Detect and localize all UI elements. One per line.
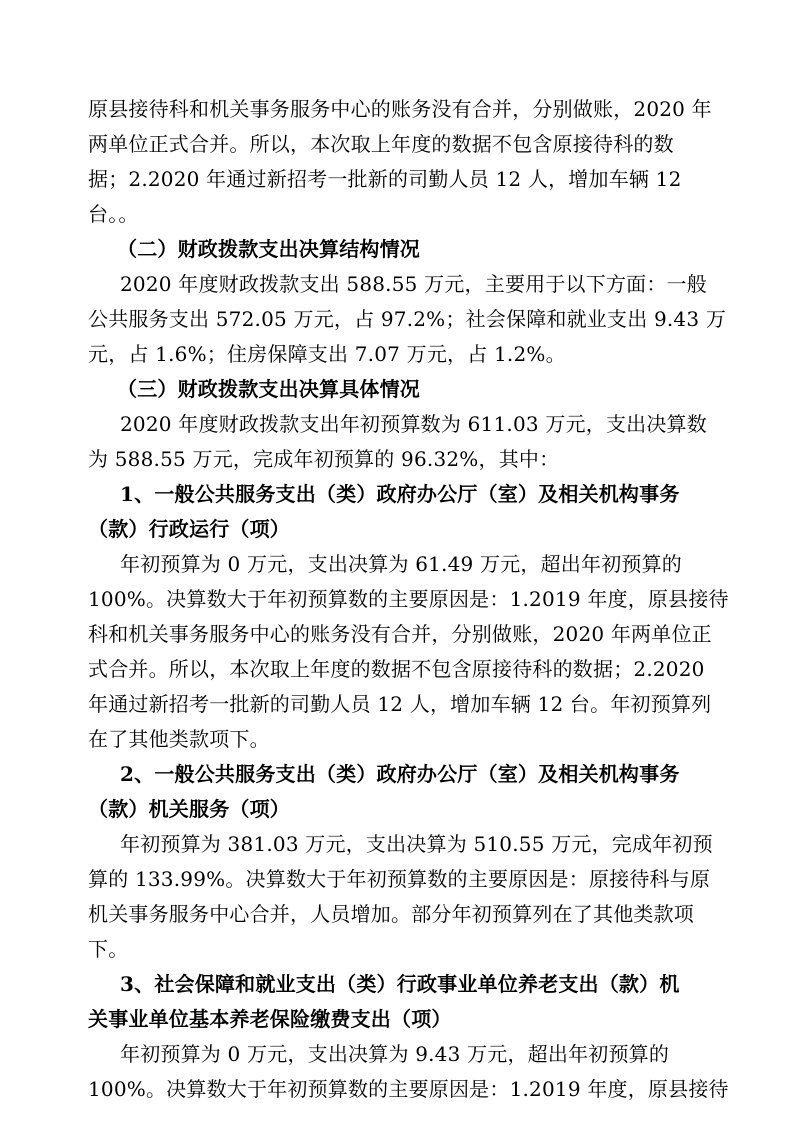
item-heading-3-line-2: 关事业单位基本养老保险缴费支出（项） [88,1007,452,1031]
text-line-16: 科和机关事务服务中心的账务没有合并，分别做账，2020 年两单位正 [88,622,712,646]
item-heading-1-line-1: 1、一般公共服务支出（类）政府办公厅（室）及相关机构事务 [120,482,680,506]
text-line-10: 2020 年度财政拨款支出年初预算数为 611.03 万元，支出决算数 [120,412,707,436]
text-line-6: 2020 年度财政拨款支出 588.55 万元，主要用于以下方面：一般 [120,272,707,296]
item-heading-2-line-2: （款）机关服务（项） [88,797,290,821]
text-line-18: 年通过新招考一批新的司勤人员 12 人，增加车辆 12 台。年初预算列 [88,692,712,716]
section-heading-2: （二）财政拨款支出决算结构情况 [117,237,420,261]
text-line-19: 在了其他类款项下。 [88,727,270,751]
text-line-17: 式合并。所以，本次取上年度的数据不包含原接待科的数据；2.2020 [88,657,705,681]
text-line-7: 公共服务支出 572.05 万元，占 97.2%；社会保障和就业支出 9.43 万 [88,307,727,331]
text-line-8: 元，占 1.6%；住房保障支出 7.07 万元，占 1.2%。 [88,342,566,366]
text-line-2: 两单位正式合并。所以，本次取上年度的数据不包含原接待科的数 [88,132,674,156]
item-heading-1-line-2: （款）行政运行（项） [88,517,290,541]
text-line-15: 100%。决算数大于年初预算数的主要原因是：1.2019 年度，原县接待 [88,587,729,611]
text-line-11: 为 588.55 万元，完成年初预算的 96.32%，其中： [88,447,560,471]
item-heading-2-line-1: 2、一般公共服务支出（类）政府办公厅（室）及相关机构事务 [120,762,680,786]
text-line-29: 100%。决算数大于年初预算数的主要原因是：1.2019 年度，原县接待 [88,1077,729,1101]
text-line-24: 机关事务服务中心合并，人员增加。部分年初预算列在了其他类款项 [88,902,694,926]
text-line-14: 年初预算为 0 万元，支出决算为 61.49 万元，超出年初预算的 [120,552,683,576]
text-line-22: 年初预算为 381.03 万元，支出决算为 510.55 万元，完成年初预 [120,832,713,856]
text-line-3: 据；2.2020 年通过新招考一批新的司勤人员 12 人，增加车辆 12 [88,167,682,191]
text-line-4: 台。。 [88,202,139,226]
item-heading-3-line-1: 3、社会保障和就业支出（类）行政事业单位养老支出（款）机 [120,972,680,996]
text-line-23: 算的 133.99%。决算数大于年初预算数的主要原因是：原接待科与原 [88,867,711,891]
section-heading-3: （三）财政拨款支出决算具体情况 [117,377,420,401]
text-line-25: 下。 [88,937,129,961]
text-line-1: 原县接待科和机关事务服务中心的账务没有合并，分别做账，2020 年 [88,97,712,121]
text-line-28: 年初预算为 0 万元，支出决算为 9.43 万元，超出年初预算的 [120,1042,670,1066]
